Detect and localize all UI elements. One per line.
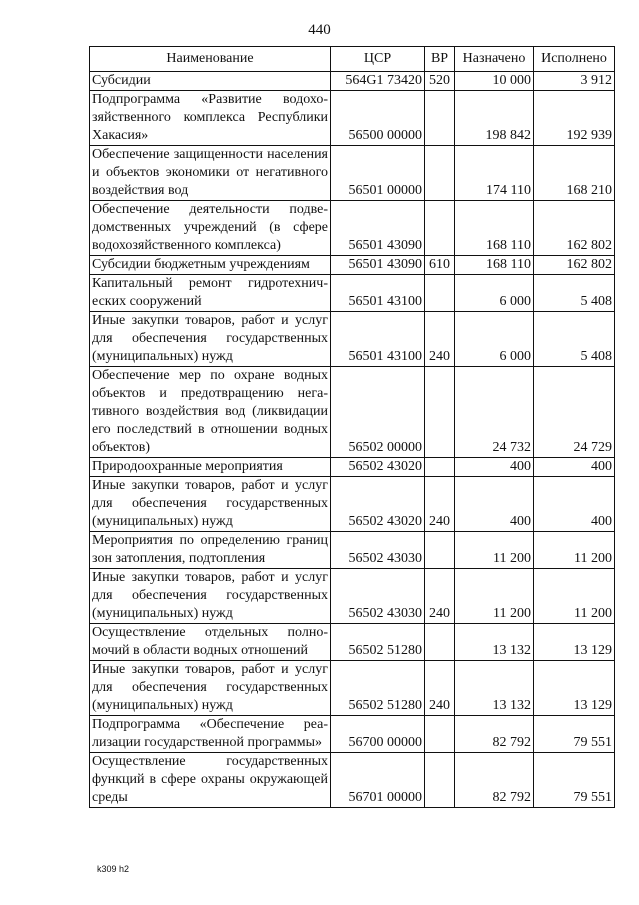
row-csr: 56502 43020 — [331, 477, 425, 532]
row-assigned: 400 — [455, 458, 534, 477]
header-vr: ВР — [425, 47, 455, 72]
row-assigned: 168 110 — [455, 201, 534, 256]
row-csr: 56501 43100 — [331, 312, 425, 367]
row-vr: 520 — [425, 72, 455, 91]
table-row — [90, 624, 615, 661]
row-vr: 240 — [425, 312, 455, 367]
header-assigned: Назначено — [455, 47, 534, 72]
row-executed: 5 408 — [534, 275, 615, 312]
row-vr — [425, 458, 455, 477]
row-assigned: 11 200 — [455, 532, 534, 569]
row-csr: 56701 00000 — [331, 753, 425, 808]
table-row — [90, 569, 615, 624]
row-csr: 56700 00000 — [331, 716, 425, 753]
table-row — [90, 458, 615, 477]
row-executed: 5 408 — [534, 312, 615, 367]
row-vr — [425, 91, 455, 146]
row-vr — [425, 532, 455, 569]
row-vr — [425, 716, 455, 753]
row-vr — [425, 753, 455, 808]
row-name: Иные закупки товаров, работ и услуг для обеспечения государственных (муниципальных) нужд — [90, 661, 331, 716]
row-name: Капитальный ремонт гидротехнических сооружений — [90, 275, 331, 312]
row-vr: 240 — [425, 477, 455, 532]
table-body — [90, 72, 615, 808]
row-vr: 240 — [425, 661, 455, 716]
row-vr: 610 — [425, 256, 455, 275]
row-csr: 56502 43030 — [331, 569, 425, 624]
row-csr: 56502 00000 — [331, 367, 425, 458]
header-name: Наименование — [90, 47, 331, 72]
row-executed: 400 — [534, 477, 615, 532]
header-csr: ЦСР — [331, 47, 425, 72]
row-name: Иные закупки товаров, работ и услуг для обеспечения государственных (муниципальных) нужд — [90, 312, 331, 367]
page-number: 440 — [308, 22, 331, 38]
table-header-row — [90, 47, 615, 72]
row-assigned: 400 — [455, 477, 534, 532]
row-assigned: 10 000 — [455, 72, 534, 91]
table-row — [90, 275, 615, 312]
row-executed: 24 729 — [534, 367, 615, 458]
row-vr — [425, 624, 455, 661]
table-row — [90, 477, 615, 532]
table-row — [90, 661, 615, 716]
row-vr — [425, 275, 455, 312]
row-assigned: 11 200 — [455, 569, 534, 624]
row-name: Обеспечение мер по охране водных объектов и предотвращению негативного воздействия вод (ликвидации его последствий в отношении водных объектов) — [90, 367, 331, 458]
row-name: Мероприятия по определению границ зон затопления, подтопления — [90, 532, 331, 569]
row-executed: 192 939 — [534, 91, 615, 146]
row-executed: 162 802 — [534, 201, 615, 256]
row-name: Субсидии — [90, 72, 331, 91]
row-csr: 56501 43100 — [331, 275, 425, 312]
table-row — [90, 753, 615, 808]
row-executed: 11 200 — [534, 569, 615, 624]
row-executed: 13 129 — [534, 661, 615, 716]
row-executed: 3 912 — [534, 72, 615, 91]
row-assigned: 6 000 — [455, 312, 534, 367]
row-name: Иные закупки товаров, работ и услуг для обеспечения государственных (муниципальных) нужд — [90, 477, 331, 532]
table-row — [90, 201, 615, 256]
row-name: Подпрограмма «Развитие водохозяйственного комплекса Республики Хакасия» — [90, 91, 331, 146]
row-csr: 56502 51280 — [331, 661, 425, 716]
row-executed: 400 — [534, 458, 615, 477]
row-name: Осуществление государственных функций в сфере охраны окружающей среды — [90, 753, 331, 808]
row-csr: 56502 51280 — [331, 624, 425, 661]
row-executed: 79 551 — [534, 716, 615, 753]
table-row — [90, 146, 615, 201]
table-row — [90, 312, 615, 367]
row-name: Иные закупки товаров, работ и услуг для обеспечения государственных (муниципальных) нужд — [90, 569, 331, 624]
row-executed: 11 200 — [534, 532, 615, 569]
row-csr: 564G1 73420 — [331, 72, 425, 91]
row-name: Подпрограмма «Обеспечение реализации государственной программы» — [90, 716, 331, 753]
row-executed: 79 551 — [534, 753, 615, 808]
row-vr — [425, 146, 455, 201]
row-assigned: 82 792 — [455, 753, 534, 808]
row-executed: 162 802 — [534, 256, 615, 275]
row-assigned: 13 132 — [455, 661, 534, 716]
table-row — [90, 72, 615, 91]
budget-table — [89, 46, 615, 808]
row-csr: 56501 43090 — [331, 201, 425, 256]
table-row — [90, 716, 615, 753]
table-row — [90, 532, 615, 569]
row-assigned: 198 842 — [455, 91, 534, 146]
row-name: Субсидии бюджетным учреждениям — [90, 256, 331, 275]
row-name: Обеспечение деятельности подведомственных учреждений (в сфере водохозяйственного комплекса) — [90, 201, 331, 256]
row-assigned: 24 732 — [455, 367, 534, 458]
row-name: Природоохранные мероприятия — [90, 458, 331, 477]
table-row — [90, 91, 615, 146]
row-vr: 240 — [425, 569, 455, 624]
table-row — [90, 256, 615, 275]
page-footer: k309 h2 — [97, 864, 130, 874]
row-executed: 13 129 — [534, 624, 615, 661]
row-name: Обеспечение защищенности населения и объектов экономики от негативного воздействия вод — [90, 146, 331, 201]
row-csr: 56501 43090 — [331, 256, 425, 275]
table-row — [90, 367, 615, 458]
row-executed: 168 210 — [534, 146, 615, 201]
row-assigned: 13 132 — [455, 624, 534, 661]
row-vr — [425, 201, 455, 256]
row-assigned: 168 110 — [455, 256, 534, 275]
row-assigned: 6 000 — [455, 275, 534, 312]
row-csr: 56500 00000 — [331, 91, 425, 146]
row-csr: 56502 43020 — [331, 458, 425, 477]
row-name: Осуществление отдельных полномочий в области водных отношений — [90, 624, 331, 661]
row-assigned: 174 110 — [455, 146, 534, 201]
row-csr: 56502 43030 — [331, 532, 425, 569]
row-assigned: 82 792 — [455, 716, 534, 753]
row-csr: 56501 00000 — [331, 146, 425, 201]
row-vr — [425, 367, 455, 458]
header-executed: Исполнено — [534, 47, 615, 72]
